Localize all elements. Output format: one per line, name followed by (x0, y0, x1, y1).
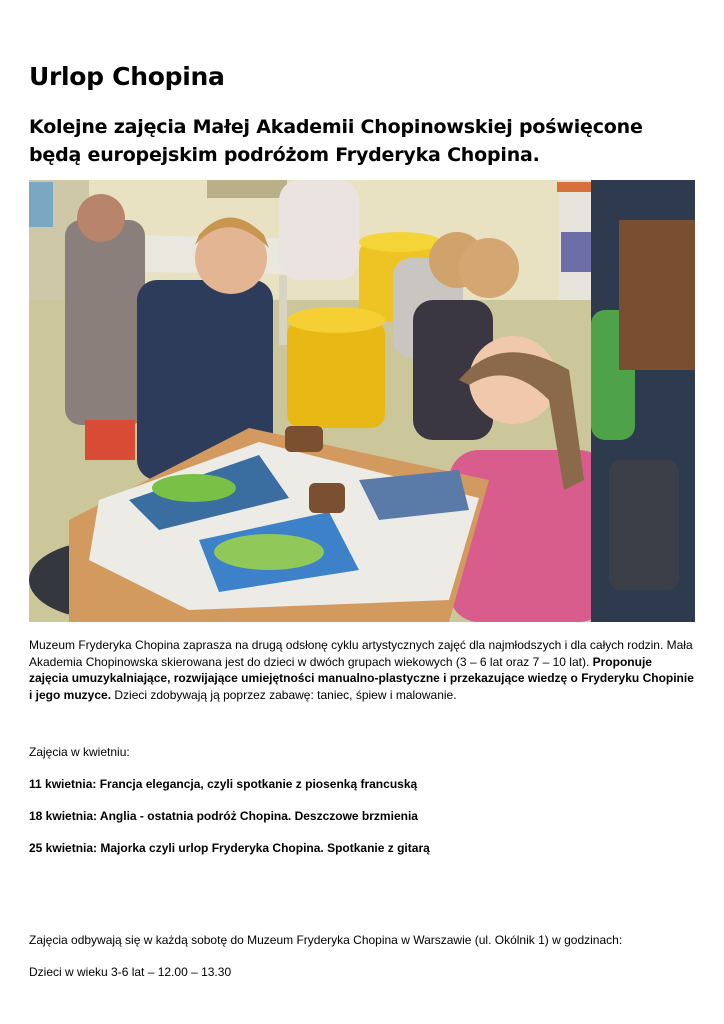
schedule-item: 25 kwietnia: Majorka czyli urlop Fryderyka Chopina. Spotkanie z gitarą (29, 841, 430, 855)
schedule-heading: Zajęcia w kwietniu: (29, 745, 130, 759)
page-subtitle: Kolejne zajęcia Małej Akademii Chopinowskiej poświęcone będą europejskim podróżom Fryderyka Chopina. (29, 116, 643, 166)
intro-paragraph (29, 637, 694, 703)
schedule-item: 11 kwietnia: Francja elegancja, czyli spotkanie z piosenką francuską (29, 777, 418, 791)
intro-text: Muzeum Fryderyka Chopina zaprasza na drugą odsłonę cyklu artystycznych zajęć dla najmłodszych i dla całych rodzin. Mała Akademia Chopinowska skierowana jest do dzieci w dwóch grupach wiekowych (3 – 6 lat oraz 7 – 10 lat). (29, 638, 693, 669)
children-painting-photo (29, 180, 695, 622)
schedule-item: 18 kwietnia: Anglia - ostatnia podróż Chopina. Deszczowe brzmienia (29, 809, 418, 823)
location-text: Zajęcia odbywają się w każdą sobotę do Muzeum Fryderyka Chopina w Warszawie (ul. Okólnik 1) w godzinach: (29, 933, 623, 947)
intro-bold-text: Proponuje zajęcia umuzykalniające, rozwijające umiejętności manualno-plastyczne i przekazujące wiedzę o Fryderyku Chopinie i jego muzyce. (29, 654, 694, 702)
intro-end-text: Dzieci zdobywają ją poprzez zabawę: taniec, śpiew i malowanie. (111, 687, 457, 702)
page-title: Urlop Chopina (29, 62, 225, 91)
hours-text: Dzieci w wieku 3-6 lat – 12.00 – 13.30 (29, 965, 232, 979)
